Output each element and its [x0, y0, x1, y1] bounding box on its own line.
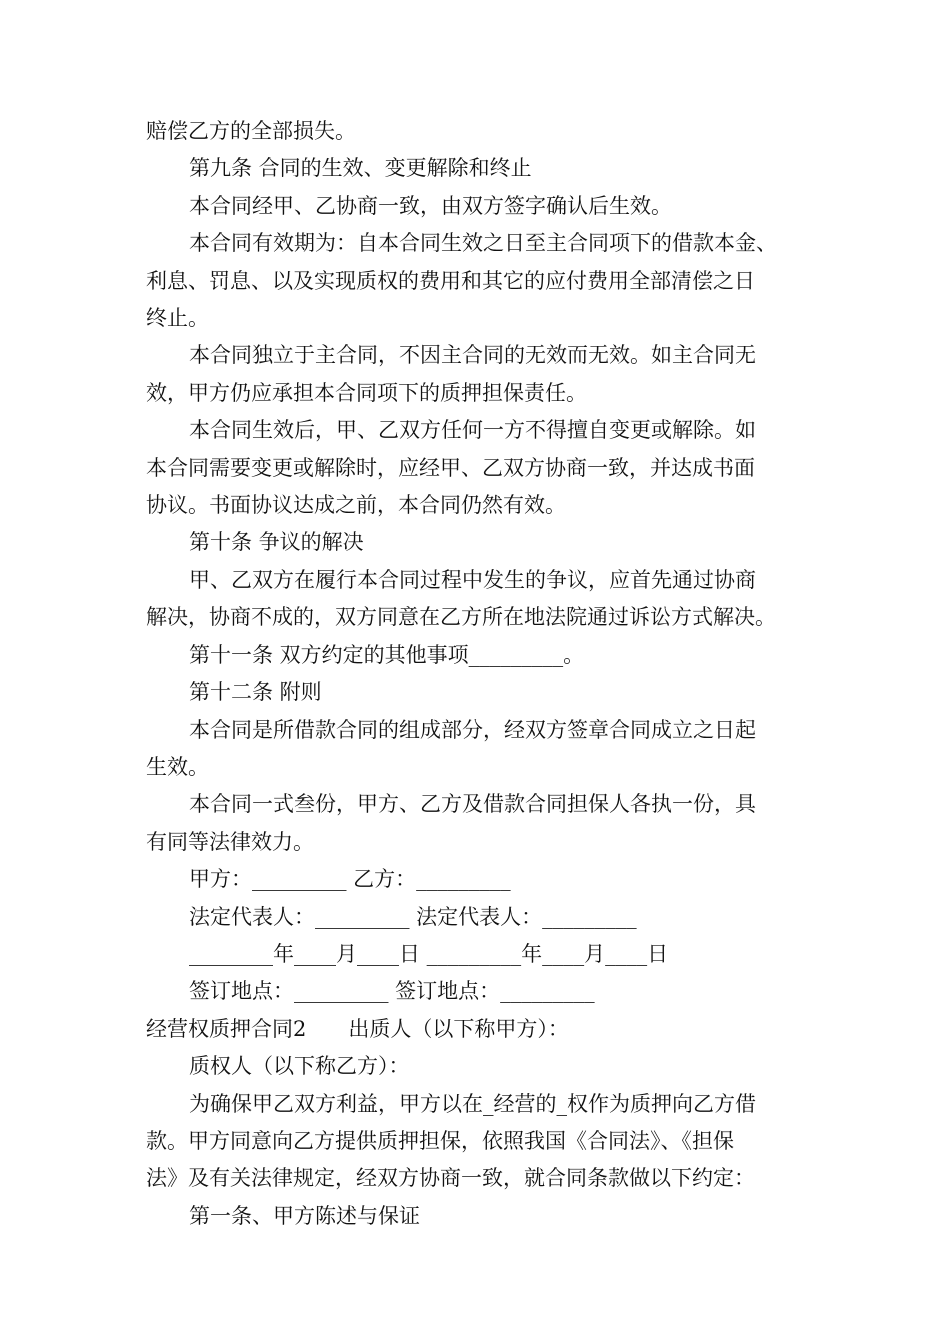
paragraph	[146, 861, 810, 898]
text-line: 本合同独立于主合同，不因主合同的无效而无效。如主合同无	[189, 343, 756, 368]
text-line: ________年____月____日 _________年____月____日	[189, 941, 669, 966]
paragraph	[146, 1198, 810, 1235]
paragraph	[146, 337, 810, 412]
text-line: 法》及有关法律规定，经双方协商一致，就合同条款做以下约定：	[146, 1166, 755, 1191]
paragraph	[146, 412, 810, 524]
text-line: 利息、罚息、以及实现质权的费用和其它的应付费用全部清偿之日	[146, 268, 755, 293]
text-line: 第一条、甲方陈述与保证	[189, 1203, 420, 1228]
text-line: 法定代表人：_________ 法定代表人：_________	[189, 904, 637, 929]
text-line: 款。甲方同意向乙方提供质押担保，依照我国《合同法》、《担保	[146, 1128, 734, 1153]
text-line: 终止。	[146, 306, 209, 331]
text-line: 第十二条 附则	[189, 680, 322, 705]
paragraph	[146, 637, 810, 674]
text-line: 甲、乙双方在履行本合同过程中发生的争议，应首先通过协商	[189, 567, 756, 592]
paragraph	[146, 562, 810, 637]
paragraph	[146, 1086, 810, 1198]
text-line: 协议。书面协议达成之前，本合同仍然有效。	[146, 493, 566, 518]
text-line: 解决，协商不成的，双方同意在乙方所在地法院通过诉讼方式解决。	[146, 605, 776, 630]
text-line: 第十条 争议的解决	[189, 530, 364, 555]
paragraph	[146, 712, 810, 787]
text-line: 本合同是所借款合同的组成部分，经双方签章合同成立之日起	[189, 717, 756, 742]
paragraph	[146, 524, 810, 561]
text-line: 经营权质押合同2 出质人（以下称甲方）：	[146, 1016, 569, 1041]
paragraph	[146, 225, 810, 337]
text-line: 赔偿乙方的全部损失。	[146, 119, 356, 143]
text-line: 有同等法律效力。	[146, 829, 314, 854]
text-line: 本合同有效期为：自本合同生效之日至主合同项下的借款本金、	[189, 231, 777, 256]
text-line: 本合同生效后，甲、乙双方任何一方不得擅自变更或解除。如	[189, 418, 756, 443]
text-line: 生效。	[146, 754, 209, 779]
text-line: 本合同需要变更或解除时，应经甲、乙双方协商一致，并达成书面	[146, 455, 755, 480]
text-line: 效，甲方仍应承担本合同项下的质押担保责任。	[146, 380, 587, 405]
text-line: 本合同一式叁份，甲方、乙方及借款合同担保人各执一份，具	[189, 792, 756, 817]
text-line: 质权人（以下称乙方）：	[189, 1054, 410, 1079]
paragraph	[146, 899, 810, 936]
paragraph	[146, 150, 810, 187]
paragraph	[146, 188, 810, 225]
text-line: 第九条 合同的生效、变更解除和终止	[189, 156, 532, 181]
paragraph	[146, 1048, 810, 1085]
paragraph	[146, 936, 810, 973]
paragraph	[146, 973, 810, 1010]
text-line: 为确保甲乙双方利益，甲方以在_经营的_权作为质押向乙方借	[189, 1091, 756, 1116]
text-line: 签订地点：_________ 签订地点：_________	[189, 979, 595, 1004]
paragraph	[146, 113, 810, 150]
paragraph	[146, 786, 810, 861]
text-line: 本合同经甲、乙协商一致，由双方签字确认后生效。	[189, 193, 672, 218]
paragraph	[146, 1011, 810, 1048]
paragraph	[146, 674, 810, 711]
document-page	[146, 113, 810, 1235]
text-line: 甲方：_________ 乙方：_________	[189, 867, 511, 892]
text-line: 第十一条 双方约定的其他事项_________。	[189, 642, 585, 667]
